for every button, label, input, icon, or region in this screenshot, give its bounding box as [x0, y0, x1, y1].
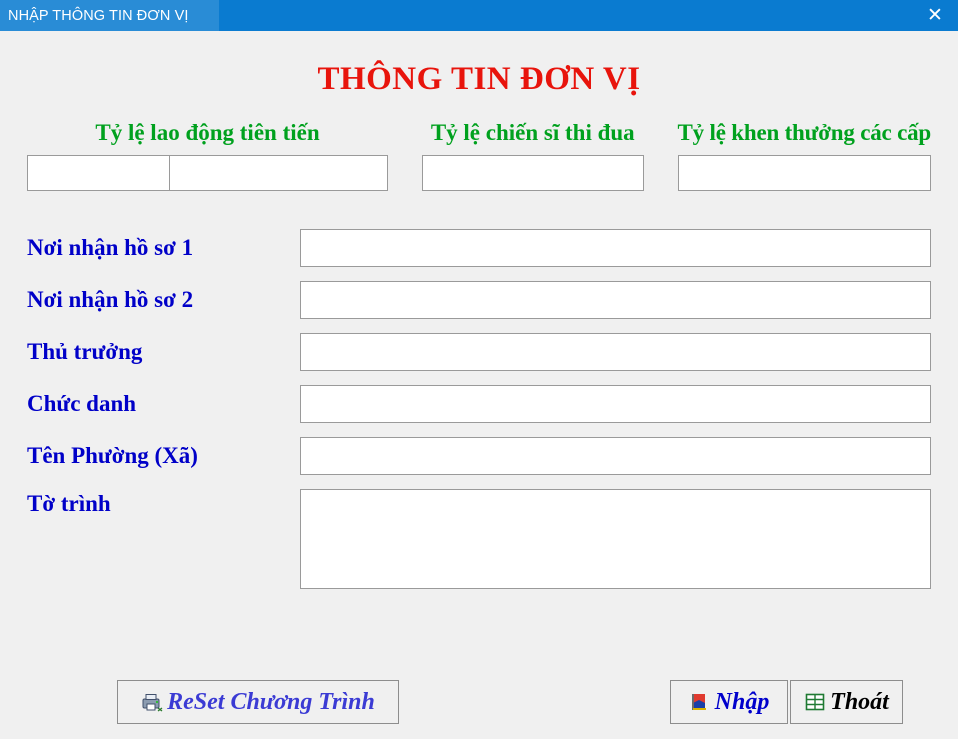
field-input-noi-nhan-ho-so-1[interactable]	[300, 229, 931, 267]
field-row-thu-truong	[27, 333, 931, 371]
thoat-button[interactable]	[790, 680, 903, 724]
field-input-chuc-danh[interactable]	[300, 385, 931, 423]
ratio-label-lao-dong-tien-tien: Tỷ lệ lao động tiên tiến	[95, 120, 320, 145]
reset-program-label: ReSet Chương Trình	[167, 688, 375, 715]
field-label-to-trinh: Tờ trình	[27, 491, 111, 516]
nhap-label: Nhập	[714, 688, 770, 715]
ratio-label-chien-si-thi-dua: Tỷ lệ chiến sĩ thi đua	[430, 120, 635, 145]
button-bar	[0, 679, 958, 725]
ratio-input-pair-lao-dong-tien-tien	[27, 155, 388, 191]
field-label-ten-phuong-xa: Tên Phường (Xã)	[27, 443, 198, 468]
field-row-noi-nhan-ho-so-2	[27, 281, 931, 319]
window-title: NHẬP THÔNG TIN ĐƠN VỊ	[8, 7, 189, 24]
ratio-group-chien-si-thi-dua	[422, 120, 644, 191]
field-input-ten-phuong-xa[interactable]	[300, 437, 931, 475]
dialog-body	[0, 31, 958, 739]
field-label-thu-truong: Thủ trưởng	[27, 339, 143, 364]
field-label-chuc-danh: Chức danh	[27, 391, 137, 416]
ratio-input-wrap-chien-si-thi-dua	[422, 155, 644, 191]
field-input-thu-truong[interactable]	[300, 333, 931, 371]
field-label-noi-nhan-ho-so-1: Nơi nhận hồ sơ 1	[27, 235, 194, 260]
ratio-input-chien-si-thi-dua[interactable]	[423, 156, 643, 190]
close-icon[interactable]: ✕	[927, 4, 943, 26]
ratio-section	[0, 120, 958, 191]
title-bar	[0, 0, 958, 31]
ratio-input-lao-dong-tien-tien-b[interactable]	[170, 156, 387, 190]
field-input-to-trinh[interactable]	[300, 489, 931, 589]
ratio-group-lao-dong-tien-tien	[27, 120, 388, 191]
reset-program-button[interactable]	[117, 680, 399, 724]
grid-icon	[804, 691, 826, 713]
field-row-noi-nhan-ho-so-1	[27, 229, 931, 267]
nhap-button[interactable]	[670, 680, 788, 724]
thoat-label: Thoát	[830, 688, 889, 715]
ratio-input-khen-thuong-cac-cap[interactable]	[679, 156, 930, 190]
field-row-chuc-danh	[27, 385, 931, 423]
ratio-label-khen-thuong-cac-cap: Tỷ lệ khen thưởng các cấp	[677, 120, 931, 145]
field-row-to-trinh	[27, 489, 931, 589]
printer-icon	[141, 691, 163, 713]
field-label-noi-nhan-ho-so-2: Nơi nhận hồ sơ 2	[27, 287, 194, 312]
page-title: THÔNG TIN ĐƠN VỊ	[317, 61, 641, 97]
ratio-input-lao-dong-tien-tien-a[interactable]	[28, 156, 170, 190]
field-row-ten-phuong-xa	[27, 437, 931, 475]
flag-icon	[689, 691, 711, 713]
fields-section	[0, 229, 958, 589]
ratio-input-wrap-khen-thuong-cac-cap	[678, 155, 931, 191]
field-input-noi-nhan-ho-so-2[interactable]	[300, 281, 931, 319]
ratio-group-khen-thuong-cac-cap	[678, 120, 931, 191]
